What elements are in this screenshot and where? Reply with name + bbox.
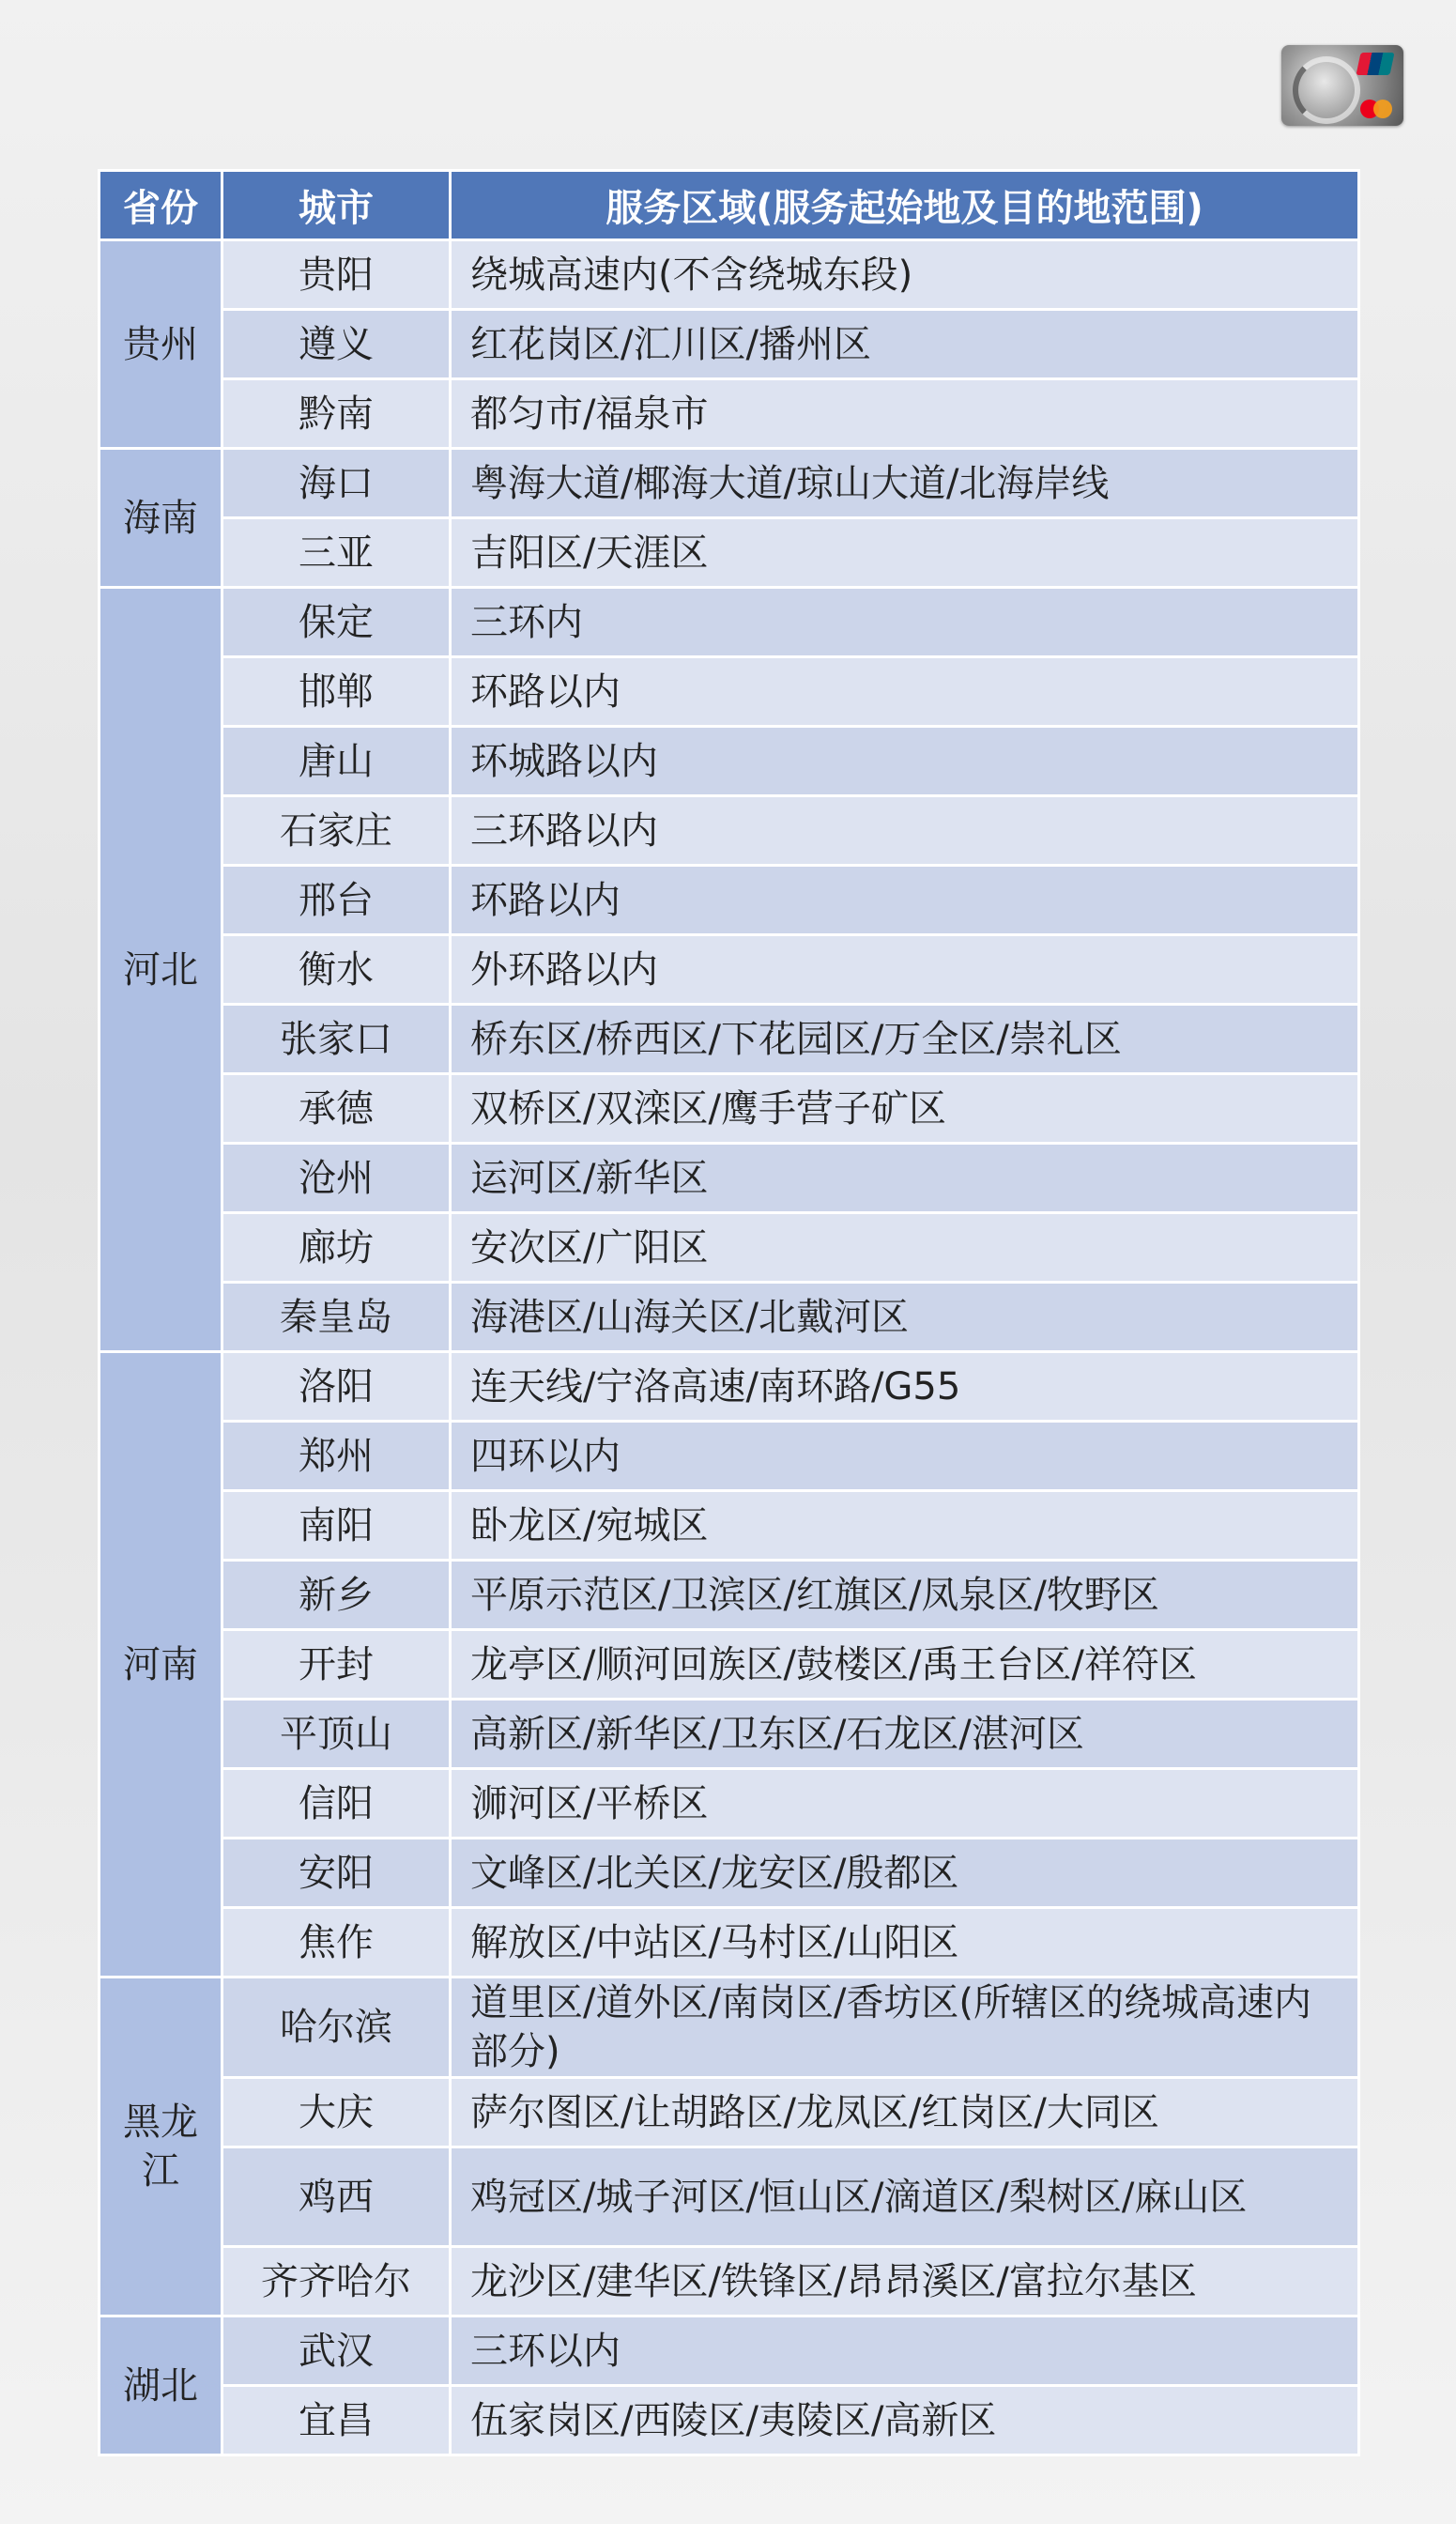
bank-card-logo: [1281, 45, 1403, 126]
table-row: [100, 449, 1359, 518]
table-row: [100, 1144, 1359, 1213]
service-area-cell: 绕城高速内(不含绕城东段): [451, 240, 1359, 310]
service-area-cell: 解放区/中站区/马村区/山阳区: [451, 1908, 1359, 1978]
table-row: [100, 1630, 1359, 1700]
service-area-cell: 卧龙区/宛城区: [451, 1491, 1359, 1561]
city-cell: 开封: [222, 1630, 451, 1700]
city-cell: 遵义: [222, 310, 451, 379]
city-cell: 宜昌: [222, 2386, 451, 2455]
table-row: [100, 2316, 1359, 2386]
table-row: [100, 1422, 1359, 1491]
service-area-cell: 连天线/宁洛高速/南环路/G55: [451, 1352, 1359, 1422]
service-area-cell: 粤海大道/椰海大道/琼山大道/北海岸线: [451, 449, 1359, 518]
table-row: [100, 1352, 1359, 1422]
province-cell: 河南: [100, 1352, 222, 1978]
table-row: [100, 935, 1359, 1005]
city-cell: 邢台: [222, 866, 451, 935]
table-row: [100, 1908, 1359, 1978]
city-cell: 承德: [222, 1074, 451, 1144]
service-area-cell: 环路以内: [451, 866, 1359, 935]
city-cell: 张家口: [222, 1005, 451, 1074]
service-area-cell: 海港区/山海关区/北戴河区: [451, 1283, 1359, 1352]
service-area-cell: 道里区/道外区/南岗区/香坊区(所辖区的绕城高速内部分): [451, 1978, 1359, 2078]
table-row: [100, 1561, 1359, 1630]
table-row: [100, 1074, 1359, 1144]
table-row: [100, 1839, 1359, 1908]
service-area-cell: 萨尔图区/让胡路区/龙凤区/红岗区/大同区: [451, 2078, 1359, 2147]
service-area-cell: 伍家岗区/西陵区/夷陵区/高新区: [451, 2386, 1359, 2455]
mastercard-orange-circle-icon: [1373, 100, 1392, 118]
table-row: [100, 1491, 1359, 1561]
province-cell: 河北: [100, 588, 222, 1352]
city-cell: 唐山: [222, 727, 451, 796]
city-cell: 齐齐哈尔: [222, 2247, 451, 2316]
city-cell: 平顶山: [222, 1700, 451, 1769]
table-header-row: [100, 171, 1359, 240]
city-cell: 信阳: [222, 1769, 451, 1839]
table-row: [100, 2078, 1359, 2147]
service-area-cell: 环城路以内: [451, 727, 1359, 796]
city-cell: 大庆: [222, 2078, 451, 2147]
table-row: [100, 1213, 1359, 1283]
header-area: 服务区域(服务起始地及目的地范围): [451, 171, 1359, 240]
table-row: [100, 796, 1359, 866]
city-cell: 沧州: [222, 1144, 451, 1213]
service-area-cell: 桥东区/桥西区/下花园区/万全区/崇礼区: [451, 1005, 1359, 1074]
table-row: [100, 518, 1359, 588]
province-cell: 湖北: [100, 2316, 222, 2455]
table-row: [100, 866, 1359, 935]
city-cell: 新乡: [222, 1561, 451, 1630]
service-area-table: [98, 169, 1360, 2456]
service-area-cell: 浉河区/平桥区: [451, 1769, 1359, 1839]
city-cell: 哈尔滨: [222, 1978, 451, 2078]
service-area-cell: 吉阳区/天涯区: [451, 518, 1359, 588]
table-row: [100, 240, 1359, 310]
table-row: [100, 727, 1359, 796]
province-cell: 海南: [100, 449, 222, 588]
service-area-cell: 高新区/新华区/卫东区/石龙区/湛河区: [451, 1700, 1359, 1769]
table-row: [100, 1005, 1359, 1074]
city-cell: 保定: [222, 588, 451, 657]
table-row: [100, 2247, 1359, 2316]
service-area-cell: 鸡冠区/城子河区/恒山区/滴道区/梨树区/麻山区: [451, 2147, 1359, 2247]
service-area-cell: 三环以内: [451, 2316, 1359, 2386]
table-row: [100, 1700, 1359, 1769]
province-cell: 贵州: [100, 240, 222, 449]
table-row: [100, 1283, 1359, 1352]
province-cell: 黑龙江: [100, 1978, 222, 2316]
city-cell: 贵阳: [222, 240, 451, 310]
table-row: [100, 310, 1359, 379]
service-area-cell: 龙亭区/顺河回族区/鼓楼区/禹王台区/祥符区: [451, 1630, 1359, 1700]
service-area-cell: 双桥区/双滦区/鹰手营子矿区: [451, 1074, 1359, 1144]
city-cell: 石家庄: [222, 796, 451, 866]
city-cell: 邯郸: [222, 657, 451, 727]
service-area-cell: 三环路以内: [451, 796, 1359, 866]
header-province: 省份: [100, 171, 222, 240]
city-cell: 安阳: [222, 1839, 451, 1908]
service-area-cell: 安次区/广阳区: [451, 1213, 1359, 1283]
service-area-cell: 文峰区/北关区/龙安区/殷都区: [451, 1839, 1359, 1908]
unionpay-mark-icon: [1356, 53, 1394, 75]
table-row: [100, 2386, 1359, 2455]
service-area-cell: 四环以内: [451, 1422, 1359, 1491]
table-body: [100, 240, 1359, 2455]
table-row: [100, 2147, 1359, 2247]
service-area-cell: 龙沙区/建华区/铁锋区/昂昂溪区/富拉尔基区: [451, 2247, 1359, 2316]
city-cell: 南阳: [222, 1491, 451, 1561]
city-cell: 三亚: [222, 518, 451, 588]
table-row: [100, 657, 1359, 727]
city-cell: 洛阳: [222, 1352, 451, 1422]
service-area-cell: 都匀市/福泉市: [451, 379, 1359, 449]
table-row: [100, 1978, 1359, 2078]
table-row: [100, 588, 1359, 657]
city-cell: 郑州: [222, 1422, 451, 1491]
city-cell: 衡水: [222, 935, 451, 1005]
table-row: [100, 379, 1359, 449]
card-swirl-graphic: [1293, 56, 1360, 124]
service-area-cell: 三环内: [451, 588, 1359, 657]
service-area-cell: 红花岗区/汇川区/播州区: [451, 310, 1359, 379]
service-area-cell: 运河区/新华区: [451, 1144, 1359, 1213]
service-area-cell: 平原示范区/卫滨区/红旗区/凤泉区/牧野区: [451, 1561, 1359, 1630]
service-area-cell: 外环路以内: [451, 935, 1359, 1005]
service-area-cell: 环路以内: [451, 657, 1359, 727]
city-cell: 鸡西: [222, 2147, 451, 2247]
city-cell: 焦作: [222, 1908, 451, 1978]
header-city: 城市: [222, 171, 451, 240]
city-cell: 武汉: [222, 2316, 451, 2386]
table-row: [100, 1769, 1359, 1839]
city-cell: 廊坊: [222, 1213, 451, 1283]
city-cell: 秦皇岛: [222, 1283, 451, 1352]
city-cell: 黔南: [222, 379, 451, 449]
city-cell: 海口: [222, 449, 451, 518]
